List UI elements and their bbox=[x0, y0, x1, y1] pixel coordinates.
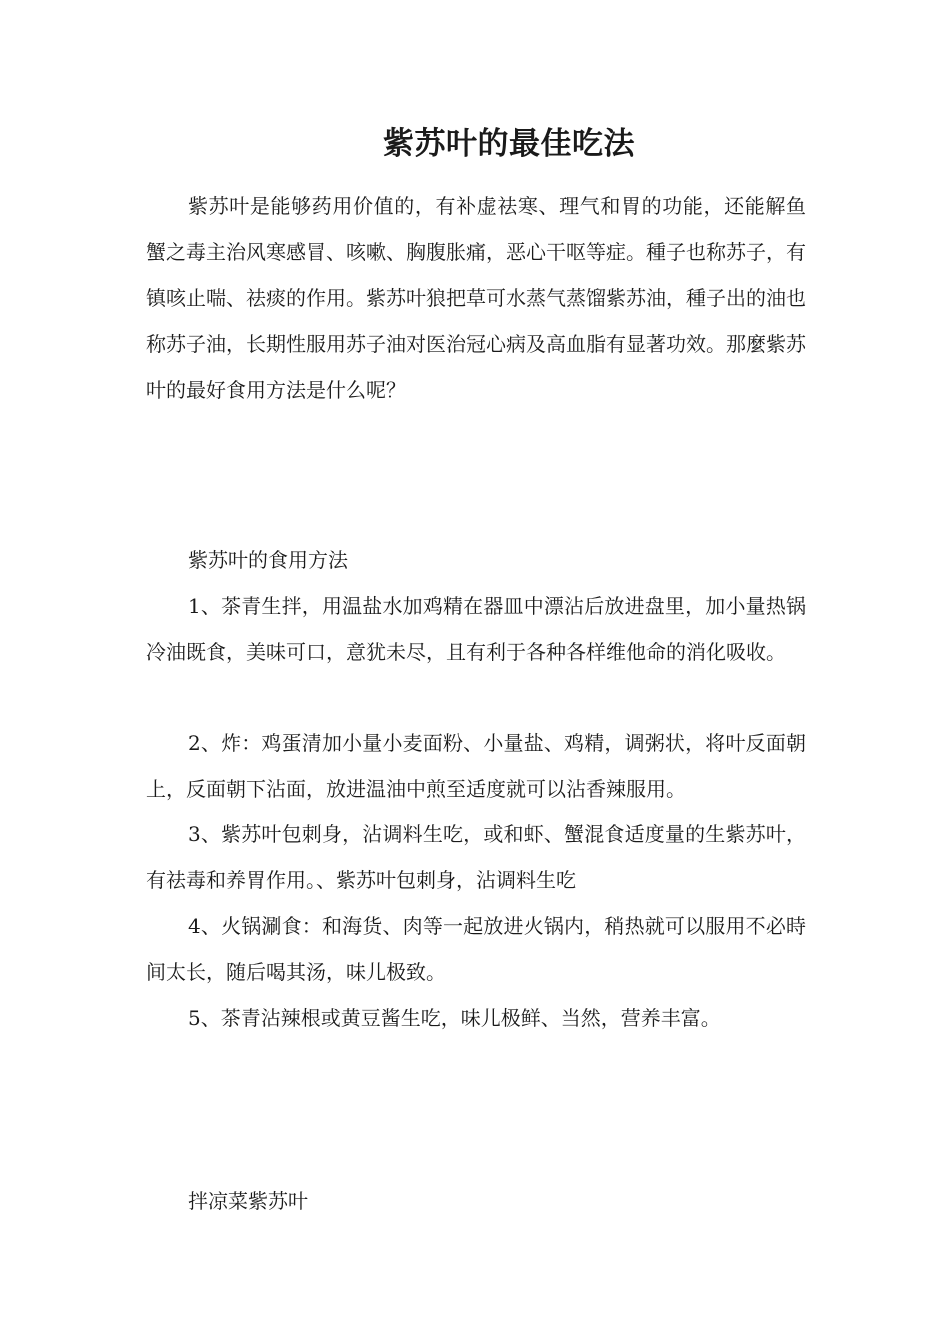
method-item-1: 1、茶青生拌，用温盐水加鸡精在器皿中漂沾后放进盘里，加小量热锅冷油既食，美味可口，意犹未尽，且有利于各种各样维他命的消化吸收。 bbox=[146, 594, 806, 664]
method-item-5: 5、茶青沾辣根或黄豆酱生吃，味儿极鲜、当然，营养丰富。 bbox=[188, 1006, 721, 1030]
section-heading-eating-methods: 紫苏叶的食用方法 bbox=[188, 548, 348, 572]
method-item-2: 2、炸：鸡蛋清加小量小麦面粉、小量盐、鸡精，调粥状，将叶反面朝上，反面朝下沾面，放进温油中煎至适度就可以沾香辣服用。 bbox=[146, 731, 806, 801]
document-title: 紫苏叶的最佳吃法 bbox=[383, 126, 635, 162]
section-heading-cold-dish: 拌凉菜紫苏叶 bbox=[188, 1189, 308, 1213]
method-item-4: 4、火锅涮食：和海货、肉等一起放进火锅内，稍热就可以服用不必時间太长，随后喝其汤，味儿极致。 bbox=[146, 914, 806, 984]
method-item-3: 3、紫苏叶包刺身，沾调料生吃，或和虾、蟹混食适度量的生紫苏叶，有祛毒和养胃作用。、紫苏叶包刺身，沾调料生吃 bbox=[146, 822, 806, 892]
intro-paragraph: 紫苏叶是能够药用价值的，有补虚祛寒、理气和胃的功能，还能解鱼蟹之毒主治风寒感冒、咳嗽、胸腹胀痛，恶心干呕等症。種子也称苏子，有镇咳止喘、祛痰的作用。紫苏叶狼把草可水蒸气蒸馏紫苏油，種子出的油也称苏子油，长期性服用苏子油对医治冠心病及高血脂有显著功效。那麼紫苏叶的最好食用方法是什么呢？ bbox=[146, 194, 806, 402]
